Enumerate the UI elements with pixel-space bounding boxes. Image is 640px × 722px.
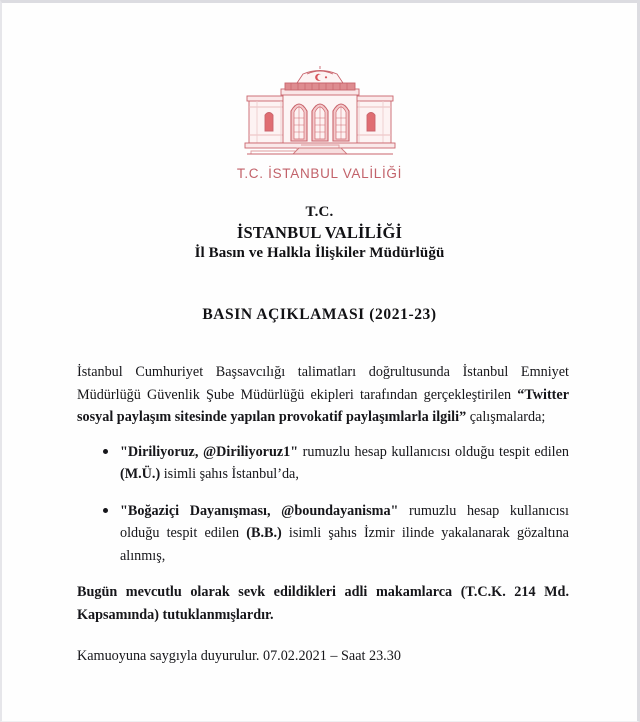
bullet-account-name: "Diriliyoruz, @Diriliyoruz1" [120, 443, 299, 460]
organization-heading [2, 203, 637, 263]
intro-quote-bold: “Twitter sosyal paylaşım sitesinde yapılan provokatif paylaşımlarla ilgili” [77, 386, 569, 425]
intro-text-part1: İstanbul Cumhuriyet Başsavcılığı talimatları doğrultusunda İstanbul Emniyet Müdürlüğü Güvenlik Şube Müdürlüğü ekipleri tarafından gerçekleştirilen [77, 364, 569, 403]
closing-line: Kamuoyuna saygıyla duyurulur. 07.02.2021 – Saat 23.30 [77, 648, 401, 664]
bullet-account-name: "Boğaziçi Dayanışması, @boundayanisma" [120, 502, 399, 519]
intro-paragraph [77, 361, 569, 429]
list-item [77, 441, 569, 486]
bullet-initials: (B.B.) [246, 525, 282, 541]
logo-caption: T.C. İSTANBUL VALİLİĞİ [236, 166, 403, 181]
intro-text-part2: çalışmalarda; [466, 409, 546, 425]
document-body [77, 361, 569, 667]
istanbul-governorship-building-icon [235, 65, 405, 165]
heading-line-department: İl Basın ve Halkla İlişkiler Müdürlüğü [194, 245, 445, 261]
bullet-end-text: isimli şahıs İzmir ilinde yakalanarak gözaltına alınmış, [120, 525, 569, 564]
bullet-mid-text: rumuzlu hesap kullanıcısı olduğu tespit edilen [120, 502, 569, 541]
document-sheet [2, 3, 637, 721]
conclusion-paragraph: Bugün mevcutlu olarak sevk edildikleri adli makamlarca (T.C.K. 214 Md. Kapsamında) tutuklanmışlardır. [77, 584, 569, 623]
bullet-initials: (M.Ü.) [120, 466, 161, 482]
document-title: BASIN AÇIKLAMASI (2021-23) [202, 306, 437, 323]
logo-block [2, 65, 637, 181]
bullet-end-text: isimli şahıs İstanbul’da, [160, 466, 299, 482]
heading-line-republic: T.C. [305, 204, 334, 220]
list-item [77, 500, 569, 568]
heading-line-governorship: İSTANBUL VALİLİĞİ [236, 223, 403, 242]
bullet-dot-icon [103, 508, 108, 513]
suspect-list [77, 441, 569, 568]
bullet-dot-icon [103, 449, 108, 454]
bullet-mid-text: rumuzlu hesap kullanıcısı olduğu tespit edilen [298, 443, 569, 460]
